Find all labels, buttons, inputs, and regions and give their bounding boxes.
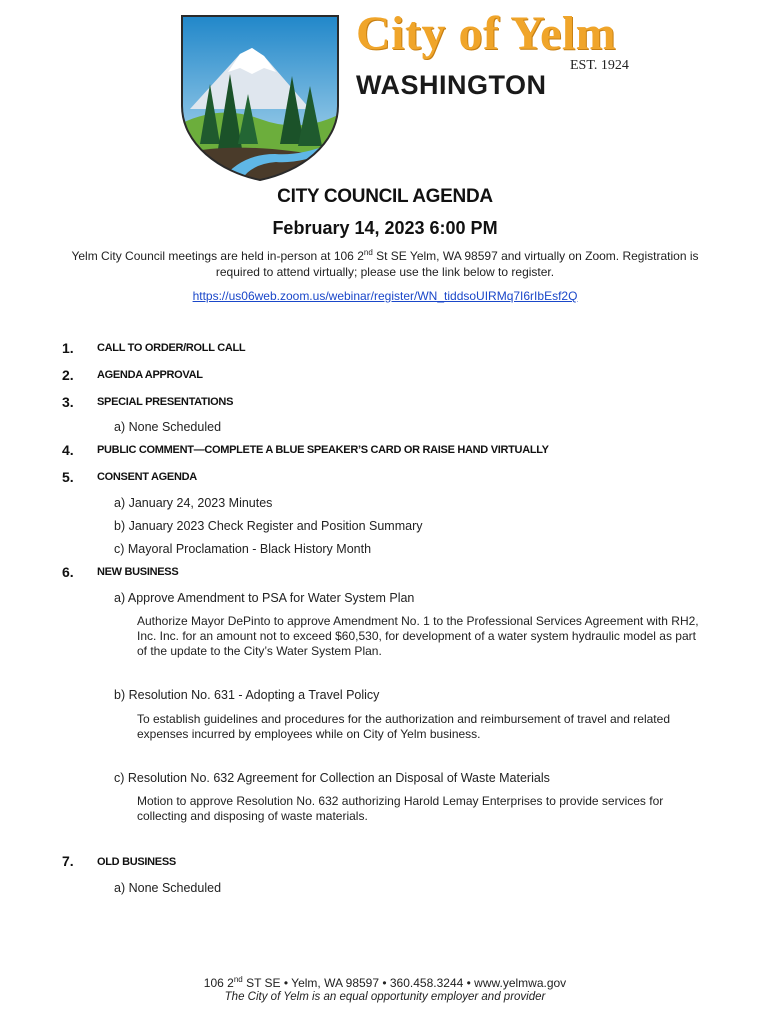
section-heading: AGENDA APPROVAL	[97, 369, 203, 381]
sub-item: a) None Scheduled	[114, 881, 222, 895]
section-heading: SPECIAL PRESENTATIONS	[97, 396, 234, 408]
city-seal-icon	[180, 14, 340, 182]
sub-item-title: b) Resolution No. 631 - Adopting a Travel Policy	[114, 688, 380, 702]
sub-item-description: To establish guidelines and procedures for the authorization and reimbursement of travel and related expenses incurred by employees while on City of Yelm business.	[137, 712, 670, 741]
footer-tagline: The City of Yelm is an equal opportunity employer and provider	[224, 991, 546, 1003]
section-heading: OLD BUSINESS	[97, 856, 176, 868]
sub-item: a) January 24, 2023 Minutes	[114, 496, 273, 510]
sub-item: c) Mayoral Proclamation - Black History Month	[114, 542, 372, 556]
city-logo	[180, 14, 340, 182]
item-number: 6.	[62, 564, 74, 580]
item-number: 4.	[62, 442, 74, 458]
sub-item-title: a) Approve Amendment to PSA for Water System Plan	[114, 591, 415, 605]
footer-address	[0, 976, 770, 990]
item-number: 3.	[62, 394, 74, 410]
section-heading: PUBLIC COMMENT—COMPLETE A BLUE SPEAKER’S CARD OR RAISE HAND VIRTUALLY	[97, 444, 549, 456]
sub-item-description: Authorize Mayor DePinto to approve Amendment No. 1 to the Professional Services Agreement with RH2, Inc. Inc. for an amount not to exceed $60,530, for development of a water system hydraulic model as part of the update to the City’s Water System Plan.	[137, 614, 699, 658]
sub-item-description: Motion to approve Resolution No. 632 authorizing Harold Lemay Enterprises to provide services for collecting and disposing of waste materials.	[137, 794, 664, 823]
ordinal-suffix: nd	[363, 248, 373, 257]
footer-text: ST SE • Yelm, WA 98597 • 360.458.3244 • www.yelmwa.gov	[242, 976, 567, 990]
meeting-date: February 14, 2023 6:00 PM	[272, 218, 498, 238]
section-heading: CALL TO ORDER/ROLL CALL	[97, 342, 246, 354]
registration-link[interactable]: https://us06web.zoom.us/webinar/register/WN_tiddsoUIRMq7I6rIbEsf2Q	[192, 289, 578, 303]
item-number: 7.	[62, 853, 74, 869]
intro-paragraph	[60, 248, 710, 280]
sub-item: a) None Scheduled	[114, 420, 222, 434]
state-name: WASHINGTON	[356, 70, 547, 100]
item-number: 5.	[62, 469, 74, 485]
section-heading: CONSENT AGENDA	[97, 471, 197, 483]
item-number: 1.	[62, 340, 74, 356]
item-number: 2.	[62, 367, 74, 383]
section-heading: NEW BUSINESS	[97, 566, 179, 578]
footer-text: 106 2	[203, 976, 234, 990]
intro-text: Yelm City Council meetings are held in-person at 106 2	[71, 249, 364, 263]
intro-text: required to attend virtually; please use the link below to register.	[215, 265, 555, 279]
city-name: City of Yelm	[356, 7, 617, 60]
established-year: EST. 1924	[570, 58, 629, 73]
ordinal-suffix: nd	[233, 975, 243, 984]
page-title: CITY COUNCIL AGENDA	[277, 186, 493, 207]
sub-item: b) January 2023 Check Register and Position Summary	[114, 519, 423, 533]
sub-item-title: c) Resolution No. 632 Agreement for Collection an Disposal of Waste Materials	[114, 771, 550, 785]
intro-text: St SE Yelm, WA 98597 and virtually on Zoom. Registration is	[372, 249, 699, 263]
